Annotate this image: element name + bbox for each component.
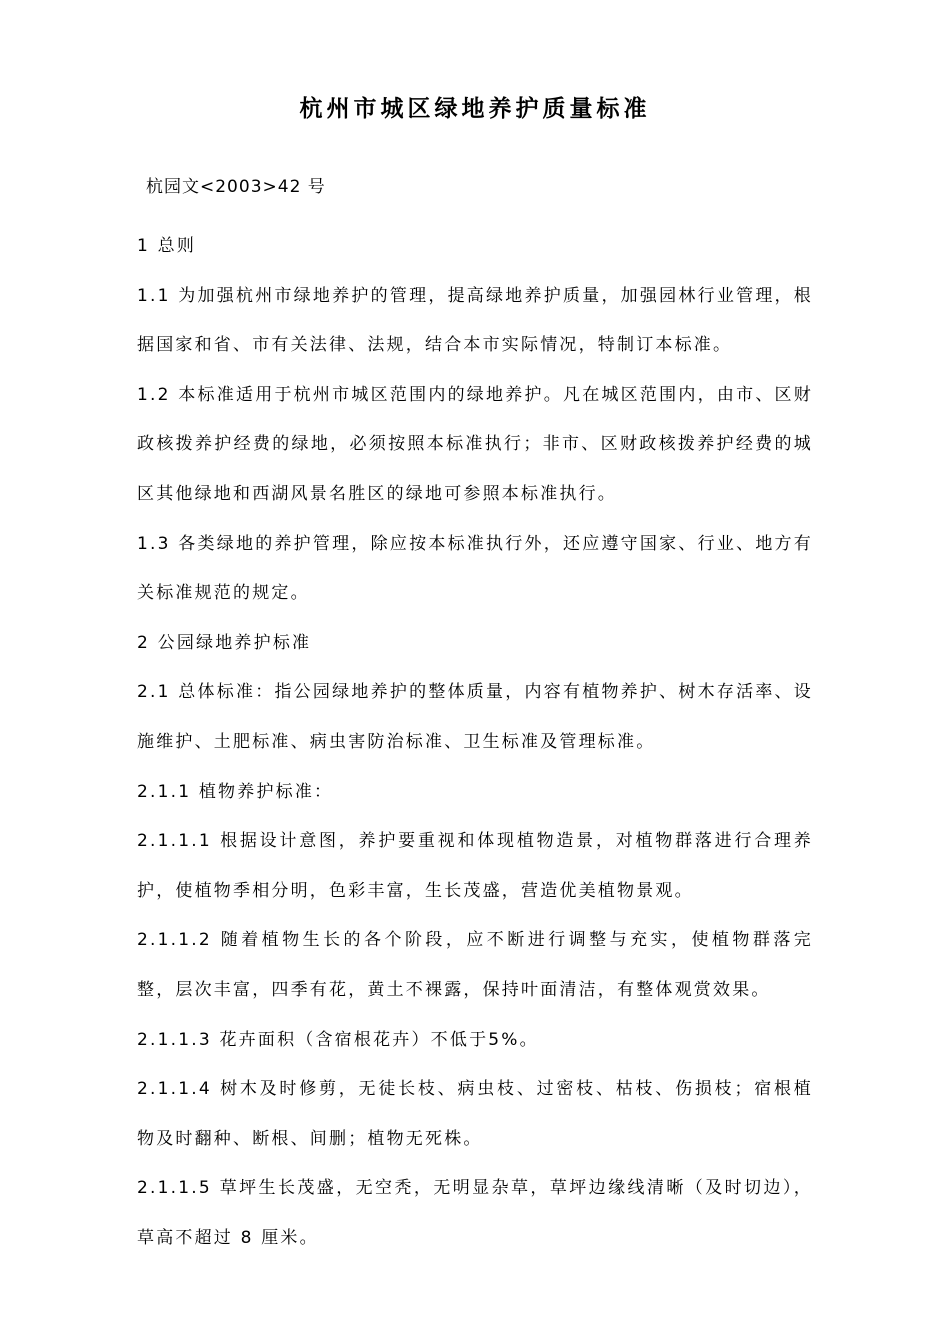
section-heading-general: 1 总则 [137,236,197,256]
clause-2-1-1-2: 2.1.1.2 随着植物生长的各个阶段，应不断进行调整与充实，使植物群落完整，层次丰富，四季有花，黄土不裸露，保持叶面清洁，有整体观赏效果。 [137,930,813,1000]
clause-2-1-1-3: 2.1.1.3 花卉面积（含宿根花卉）不低于5%。 [137,1029,539,1050]
section-heading-park-greenland: 2 公园绿地养护标准 [137,632,312,653]
clause-2-1-1: 2.1.1 植物养护标准： [137,781,334,802]
clause-1-3: 1.3 各类绿地的养护管理，除应按本标准执行外，还应遵守国家、行业、地方有关标准规范的规定。 [137,533,813,604]
clause-2-1: 2.1 总体标准：指公园绿地养护的整体质量，内容有植物养护、树木存活率、设施维护、土肥标准、病虫害防治标准、卫生标准及管理标准。 [137,682,813,752]
clause-2-1-1-4: 2.1.1.4 树木及时修剪，无徒长枝、病虫枝、过密枝、枯枝、伤损枝；宿根植物及时翻种、断根、间删；植物无死株。 [137,1079,813,1149]
clause-2-1-1-1: 2.1.1.1 根据设计意图，养护要重视和体现植物造景，对植物群落进行合理养护，使植物季相分明，色彩丰富，生长茂盛，营造优美植物景观。 [137,831,813,901]
document-title: 杭州市城区绿地养护质量标准 [299,95,651,122]
document-body [137,222,813,1263]
clause-2-1-1-5: 2.1.1.5 草坪生长茂盛，无空秃，无明显杂草，草坪边缘线清晰（及时切边），草高不超过 8 厘米。 [137,1178,813,1248]
document-number: 杭园文<2003>42 号 [146,177,326,197]
clause-1-2: 1.2 本标准适用于杭州市城区范围内的绿地养护。凡在城区范围内，由市、区财政核拨养护经费的绿地，必须按照本标准执行；非市、区财政核拨养护经费的城区其他绿地和西湖风景名胜区的绿地可参照本标准执行。 [137,384,813,504]
clause-1-1: 1.1 为加强杭州市绿地养护的管理，提高绿地养护质量，加强园林行业管理，根据国家和省、市有关法律、法规，结合本市实际情况，特制订本标准。 [137,285,813,356]
